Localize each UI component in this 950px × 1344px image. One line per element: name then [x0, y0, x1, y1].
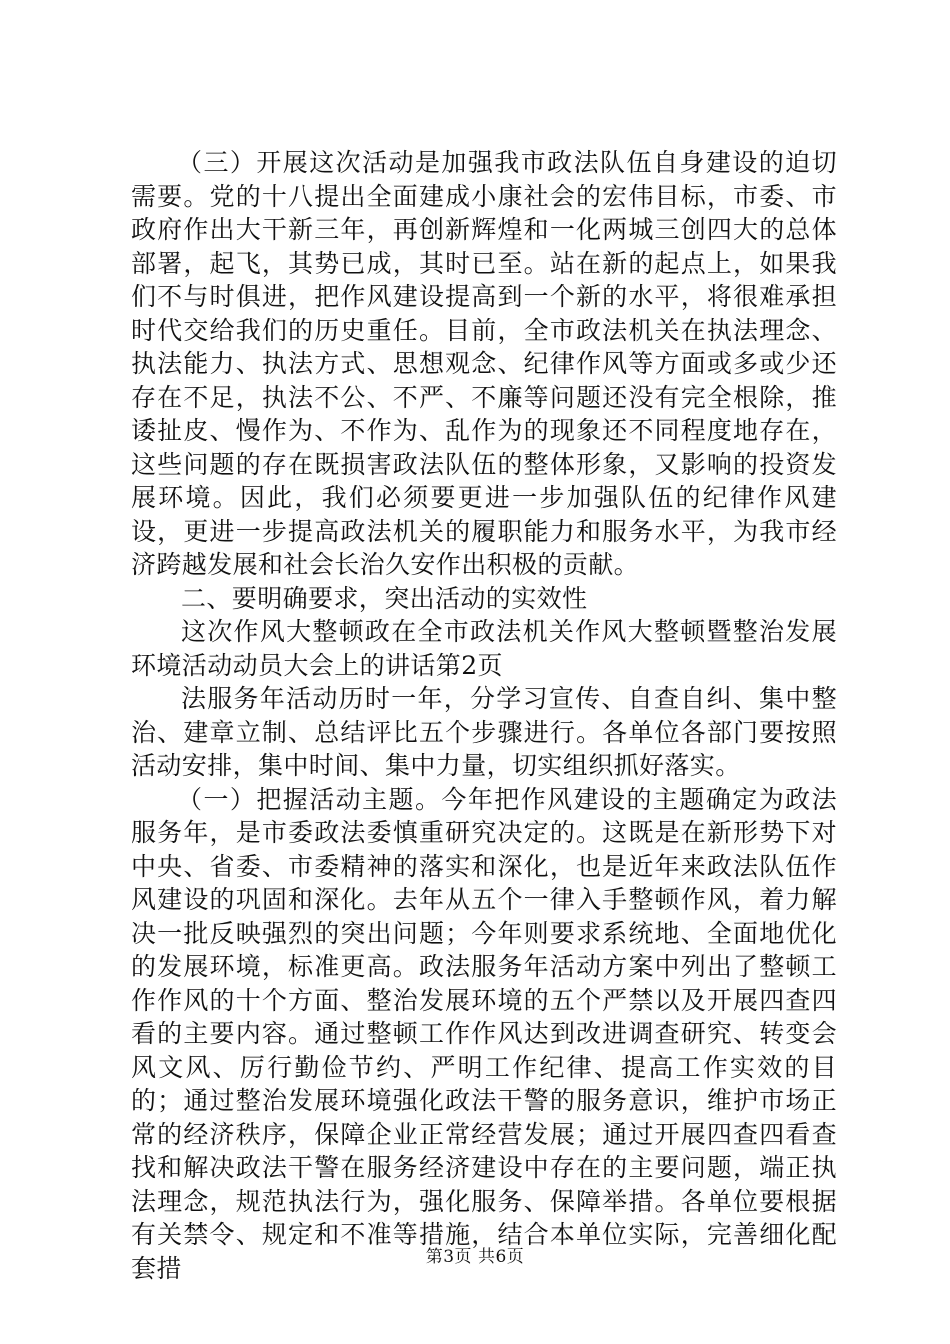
- paragraph-section-3: （三）开展这次活动是加强我市政法队伍自身建设的迫切需要。党的十八提出全面建成小康社会的宏伟目标，市委、市政府作出大干新三年，再创新辉煌和一化两城三创四大的总体部署，起飞，其势已成，其时已至。站在新的起点上，如果我们不与时俱进，把作风建设提高到一个新的水平，将很难承担时代交给我们的历史重任。目前，全市政法机关在执法理念、执法能力、执法方式、思想观念、纪律作风等方面或多或少还存在不足，执法不公、不严、不廉等问题还没有完全根除，推诿扯皮、慢作为、不作为、乱作为的现象还不同程度地存在，这些问题的存在既损害政法队伍的整体形象，又影响的投资发展环境。因此，我们必须要更进一步加强队伍的纪律作风建设，更进一步提高政法机关的履职能力和服务水平，为我市经济跨越发展和社会长治久安作出积极的贡献。: [131, 148, 837, 579]
- paragraph-page-title: 这次作风大整顿政在全市政法机关作风大整顿暨整治发展环境活动动员大会上的讲话第2页: [131, 617, 837, 680]
- paragraph-service-year: 法服务年活动历时一年，分学习宣传、自查自纠、集中整治、建章立制、总结评比五个步骤进行。各单位各部门要按照活动安排，集中时间、集中力量，切实组织抓好落实。: [131, 684, 837, 780]
- document-body: [131, 146, 837, 1285]
- paragraph-subsection-1: （一）把握活动主题。今年把作风建设的主题确定为政法服务年，是市委政法委慎重研究决定的。这既是在新形势下对中央、省委、市委精神的落实和深化，也是近年来政法队伍作风建设的巩固和深化。去年从五个一律入手整顿作风，着力解决一批反映强烈的突出问题；今年则要求系统地、全面地优化的发展环境，标准更高。政法服务年活动方案中列出了整顿工作作风的十个方面、整治发展环境的五个严禁以及开展四查四看的主要内容。通过整顿工作作风达到改进调查研究、转变会风文风、厉行勤俭节约、严明工作纪律、提高工作实效的目的；通过整治发展环境强化政法干警的服务意识，维护市场正常的经济秩序，保障企业正常经营发展；通过开展四查四看查找和解决政法干警在服务经济建设中存在的主要问题，端正执法理念，规范执法行为，强化服务、保障举措。各单位要根据有关禁令、规定和不准等措施，结合本单位实际，完善细化配套措: [131, 784, 837, 1283]
- section-heading-2: 二、要明确要求，突出活动的实效性: [181, 583, 588, 613]
- page-footer: 第3页 共6页: [425, 1247, 525, 1267]
